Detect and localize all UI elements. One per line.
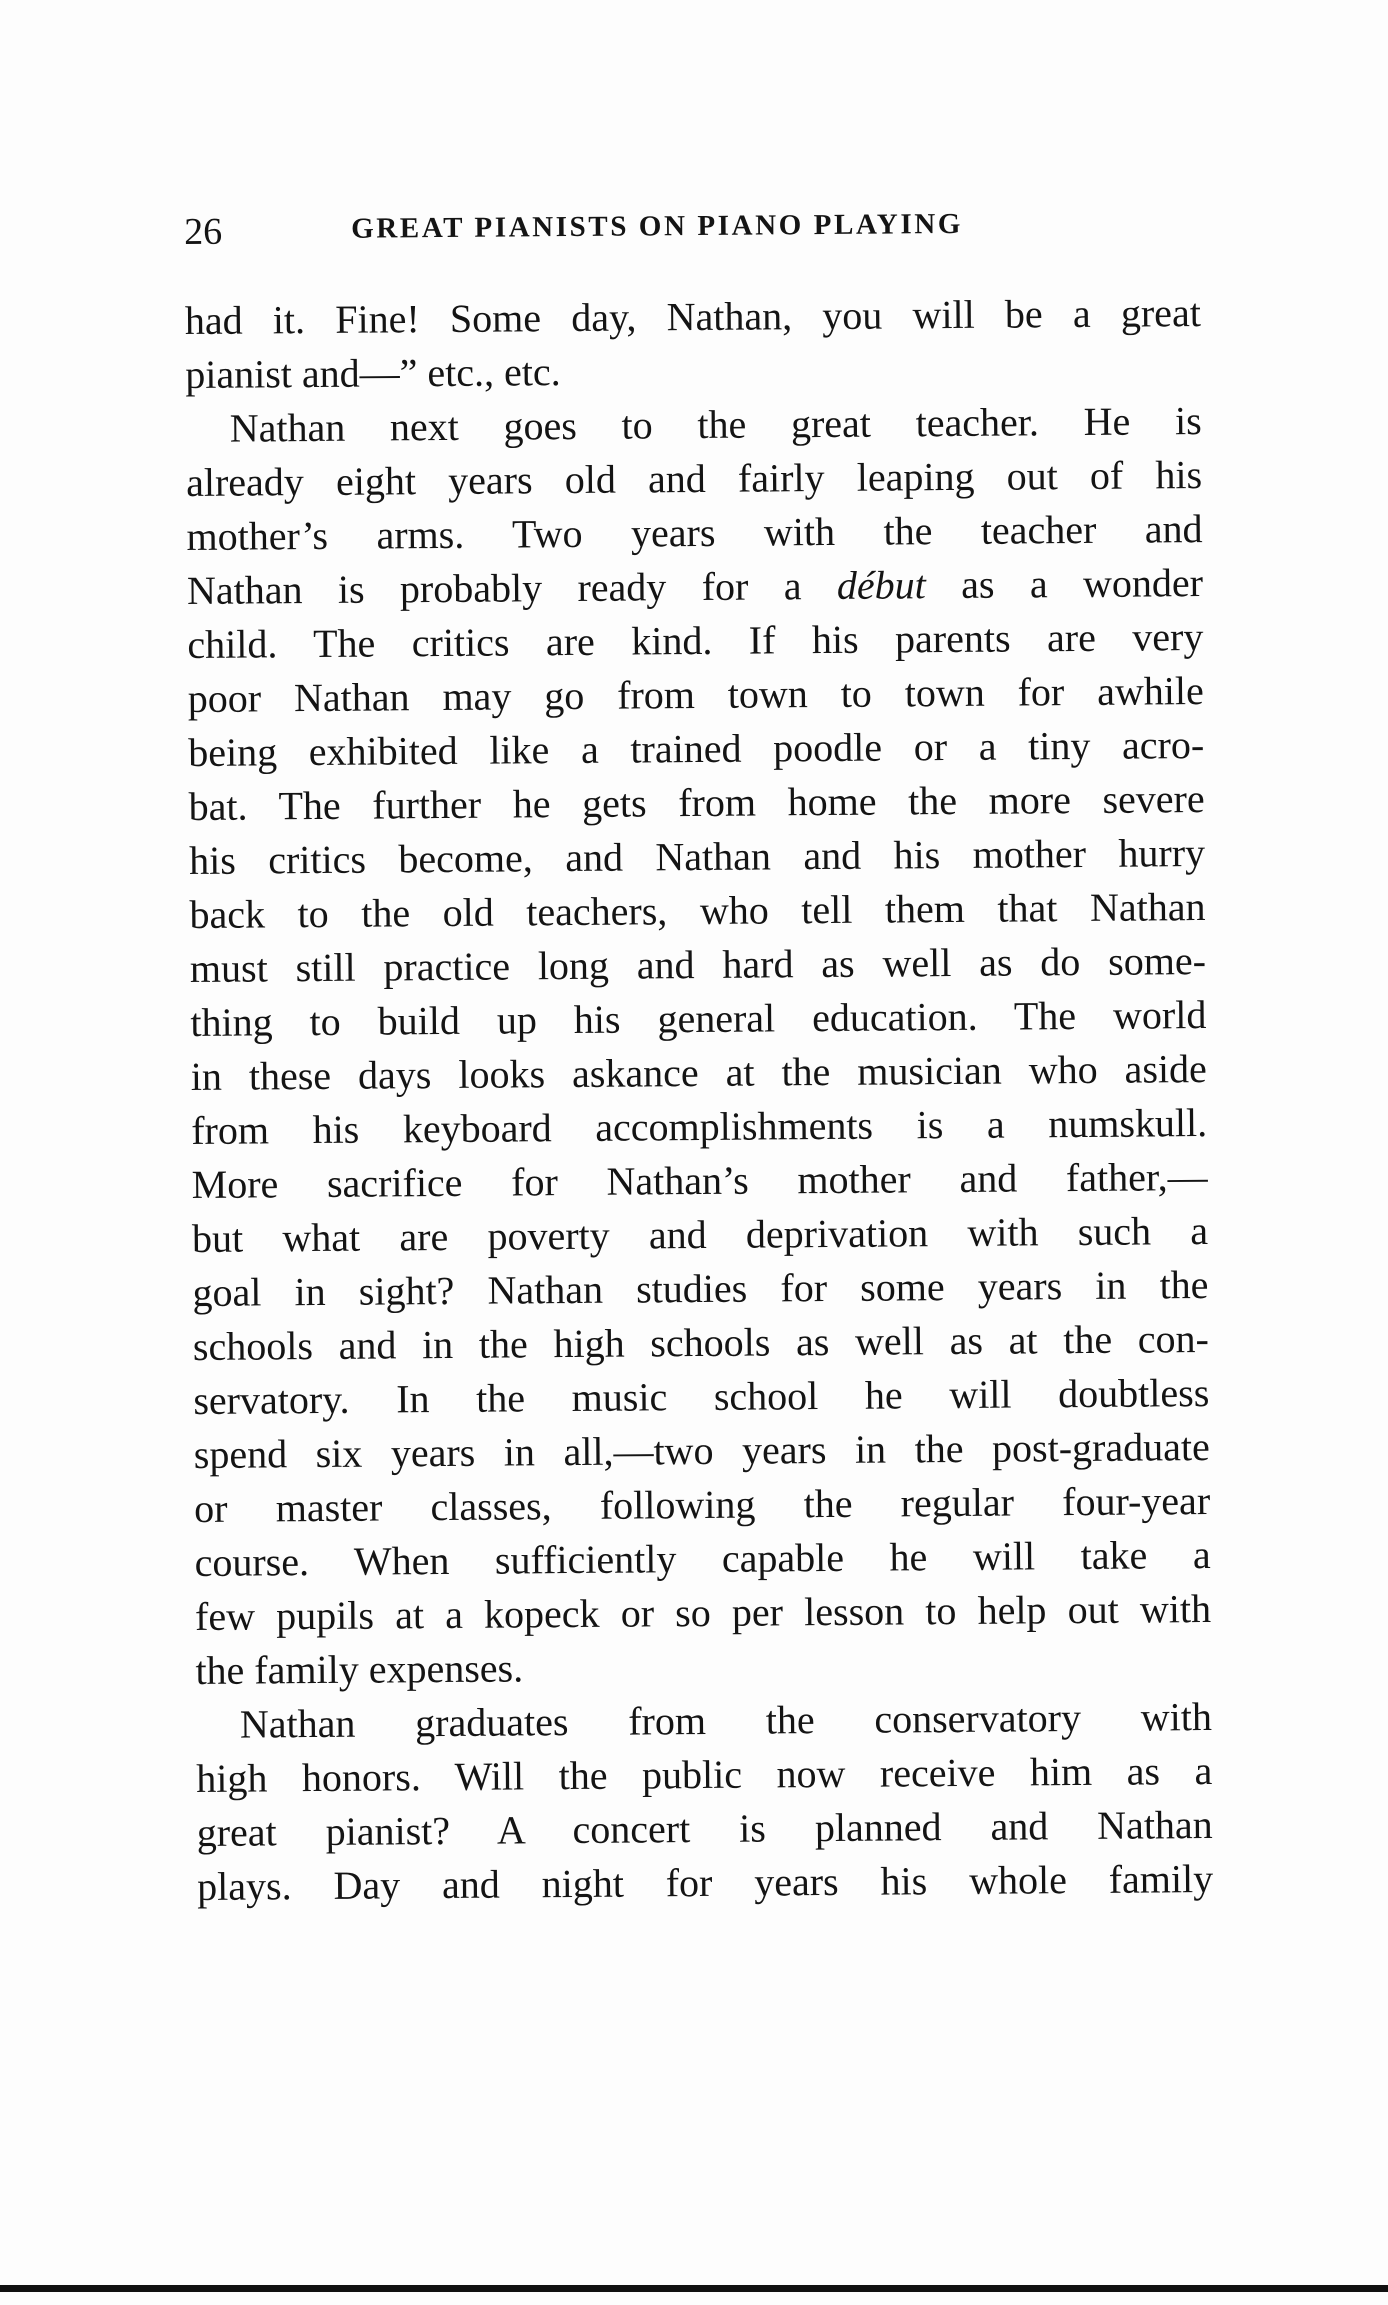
- running-title: GREAT PIANISTS ON PIANO PLAYING: [351, 207, 964, 245]
- text-segment: great pianist? A concert is planned and Nathan: [196, 1801, 1213, 1855]
- text-line: [186, 502, 1202, 564]
- text-segment: Nathan next goes to the great teacher. He is: [229, 398, 1202, 451]
- text-segment: child. The critics are kind. If his parents are very: [187, 614, 1204, 668]
- text-line: [191, 1150, 1207, 1212]
- text-segment: spend six years in all,—two years in the post-graduate: [193, 1424, 1210, 1477]
- text-segment: must still practice long and hard as well as do some-: [189, 938, 1207, 992]
- text-segment: the family expenses.: [195, 1645, 524, 1693]
- text-segment: poor Nathan may go from town to town for awhile: [187, 668, 1204, 722]
- text-segment: few pupils at a kopeck or so per lesson to help out with: [194, 1586, 1212, 1639]
- text-segment: bat. The further he gets from home the more severe: [188, 776, 1205, 830]
- text-line: [186, 394, 1202, 456]
- page-number: 26: [184, 210, 223, 254]
- text-line: [190, 934, 1206, 996]
- text-segment: as a wonder: [925, 560, 1204, 608]
- text-line: [196, 1744, 1212, 1806]
- text-line: [190, 988, 1206, 1050]
- text-segment: high honors. Will the public now receive him as a: [196, 1747, 1213, 1801]
- text-line: [191, 1096, 1207, 1158]
- bottom-scan-border: [0, 2285, 1388, 2292]
- text-segment: goal in sight? Nathan studies for some years in the: [192, 1262, 1209, 1315]
- text-segment: thing to build up his general education. The world: [190, 992, 1207, 1045]
- text-segment: pianist and—” etc., etc.: [185, 349, 561, 398]
- text-segment: schools and in the high schools as well as at the con-: [192, 1316, 1210, 1369]
- text-line: [187, 610, 1203, 672]
- text-segment: being exhibited like a trained poodle or a tiny acro-: [188, 722, 1205, 776]
- text-line: [196, 1690, 1212, 1752]
- text-line: [189, 880, 1205, 942]
- text-segment: his critics become, and Nathan and his mother hurry: [188, 830, 1206, 884]
- text-segment: in these days looks askance at the musician who aside: [190, 1046, 1207, 1099]
- text-line: [197, 1798, 1213, 1860]
- text-segment: course. When sufficiently capable he will take a: [194, 1532, 1211, 1585]
- text-line: [193, 1366, 1209, 1428]
- text-line: [197, 1852, 1213, 1914]
- text-segment: from his keyboard accomplishments is a numskull.: [191, 1100, 1208, 1153]
- text-segment: Nathan graduates from the conservatory with: [239, 1693, 1213, 1747]
- text-line: [185, 286, 1201, 348]
- text-segment: plays. Day and night for years his whole family: [196, 1855, 1214, 1909]
- text-line: [188, 772, 1204, 834]
- text-line: [195, 1636, 1211, 1698]
- text-line: [194, 1420, 1210, 1482]
- text-segment: Nathan is probably ready for a: [186, 562, 838, 614]
- text-line: [192, 1258, 1208, 1320]
- text-segment: had it. Fine! Some day, Nathan, you will be a great: [184, 290, 1202, 344]
- text-segment: More sacrifice for Nathan’s mother and father,—: [191, 1154, 1208, 1207]
- italic-word: début: [836, 562, 926, 608]
- text-segment: back to the old teachers, who tell them that Nathan: [189, 884, 1206, 938]
- text-segment: servatory. In the music school he will doubtless: [193, 1370, 1210, 1423]
- text-segment: but what are poverty and deprivation with such a: [191, 1208, 1209, 1261]
- text-line: [191, 1042, 1207, 1104]
- text-line: [189, 826, 1205, 888]
- text-segment: mother’s arms. Two years with the teacher and: [186, 506, 1203, 560]
- text-line: [195, 1582, 1211, 1644]
- text-line: [194, 1474, 1210, 1536]
- text-segment: already eight years old and fairly leaping out of his: [185, 452, 1203, 506]
- text-line: [185, 340, 1201, 402]
- text-segment: or master classes, following the regular four-year: [194, 1478, 1211, 1531]
- text-line: [186, 448, 1202, 510]
- body-text: [185, 286, 1214, 1914]
- text-line: [192, 1204, 1208, 1266]
- text-line: [193, 1312, 1209, 1374]
- text-line: [194, 1528, 1210, 1590]
- text-line: [188, 718, 1204, 780]
- text-line: [188, 664, 1204, 726]
- text-line: [187, 556, 1203, 618]
